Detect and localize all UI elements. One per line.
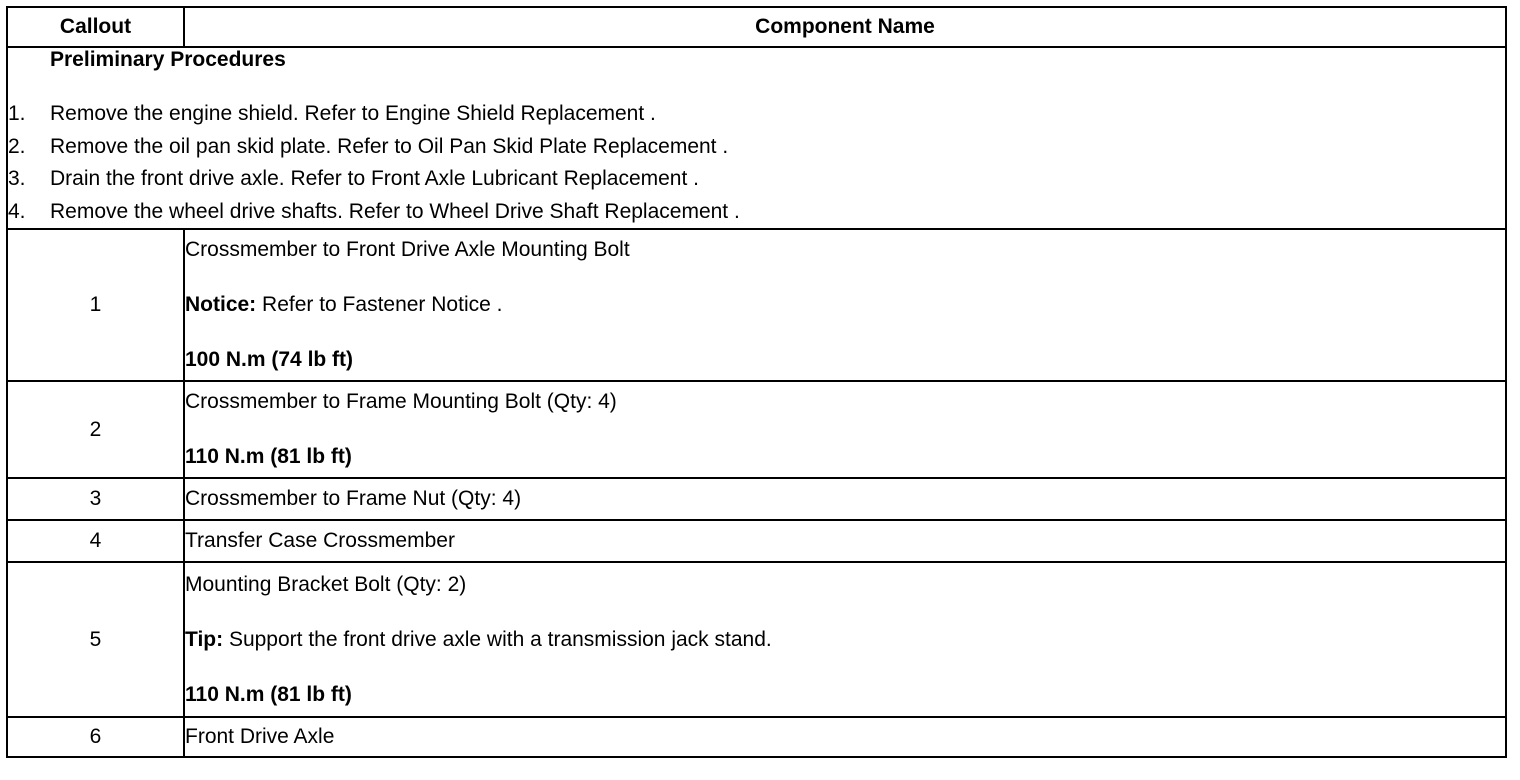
preliminary-procedures	[7, 47, 1506, 229]
tip-line	[185, 627, 1505, 653]
callout-header: Callout	[7, 7, 184, 47]
callout-cell: 1	[7, 229, 184, 381]
callout-cell: 2	[7, 381, 184, 478]
list-item	[8, 196, 1505, 229]
step-number: 2.	[8, 134, 26, 158]
callout-cell: 6	[7, 717, 184, 757]
component-cell	[184, 229, 1506, 381]
component-cell	[184, 520, 1506, 562]
component-cell	[184, 478, 1506, 520]
table-row	[7, 229, 1506, 381]
step-text: Remove the oil pan skid plate. Refer to Oil Pan Skid Plate Replacement .	[50, 134, 729, 158]
list-item	[8, 98, 1505, 131]
table-row	[7, 478, 1506, 520]
notice-text: Refer to Fastener Notice .	[256, 293, 503, 316]
component-name: Crossmember to Frame Nut (Qty: 4)	[185, 487, 522, 510]
callout-cell: 4	[7, 520, 184, 562]
step-text: Drain the front drive axle. Refer to Front Axle Lubricant Replacement .	[50, 167, 699, 190]
component-name: Crossmember to Front Drive Axle Mounting Bolt	[185, 238, 630, 261]
preliminary-row	[7, 47, 1506, 229]
notice-label: Notice:	[185, 293, 257, 316]
preliminary-title: Preliminary Procedures	[50, 48, 286, 71]
list-item	[8, 163, 1505, 196]
callout-cell: 5	[7, 562, 184, 717]
tip-text: Support the front drive axle with a transmission jack stand.	[223, 627, 772, 651]
component-name: Crossmember to Frame Mounting Bolt (Qty: 4)	[185, 390, 617, 413]
component-name-header: Component Name	[184, 7, 1506, 47]
notice-line	[185, 292, 1505, 318]
table-row	[7, 717, 1506, 757]
step-number: 3.	[8, 167, 26, 190]
torque-spec: 100 N.m (74 lb ft)	[185, 348, 354, 371]
callout-cell: 3	[7, 478, 184, 520]
component-name: Mounting Bracket Bolt (Qty: 2)	[185, 572, 467, 596]
component-table	[6, 6, 1507, 758]
component-name: Transfer Case Crossmember	[185, 529, 455, 552]
table-row	[7, 562, 1506, 717]
header-row	[7, 7, 1506, 47]
torque-spec: 110 N.m (81 lb ft)	[185, 445, 352, 468]
list-item	[8, 131, 1505, 164]
component-cell	[184, 381, 1506, 478]
step-number: 4.	[8, 199, 26, 223]
step-text: Remove the engine shield. Refer to Engine Shield Replacement .	[50, 102, 656, 125]
preliminary-steps	[8, 98, 1505, 228]
component-cell	[184, 562, 1506, 717]
step-text: Remove the wheel drive shafts. Refer to Wheel Drive Shaft Replacement .	[50, 199, 740, 223]
step-number: 1.	[8, 102, 26, 125]
component-name: Front Drive Axle	[185, 725, 335, 748]
table-row	[7, 520, 1506, 562]
table-row	[7, 381, 1506, 478]
tip-label: Tip:	[185, 627, 224, 651]
torque-spec: 110 N.m (81 lb ft)	[185, 682, 352, 706]
component-cell	[184, 717, 1506, 757]
